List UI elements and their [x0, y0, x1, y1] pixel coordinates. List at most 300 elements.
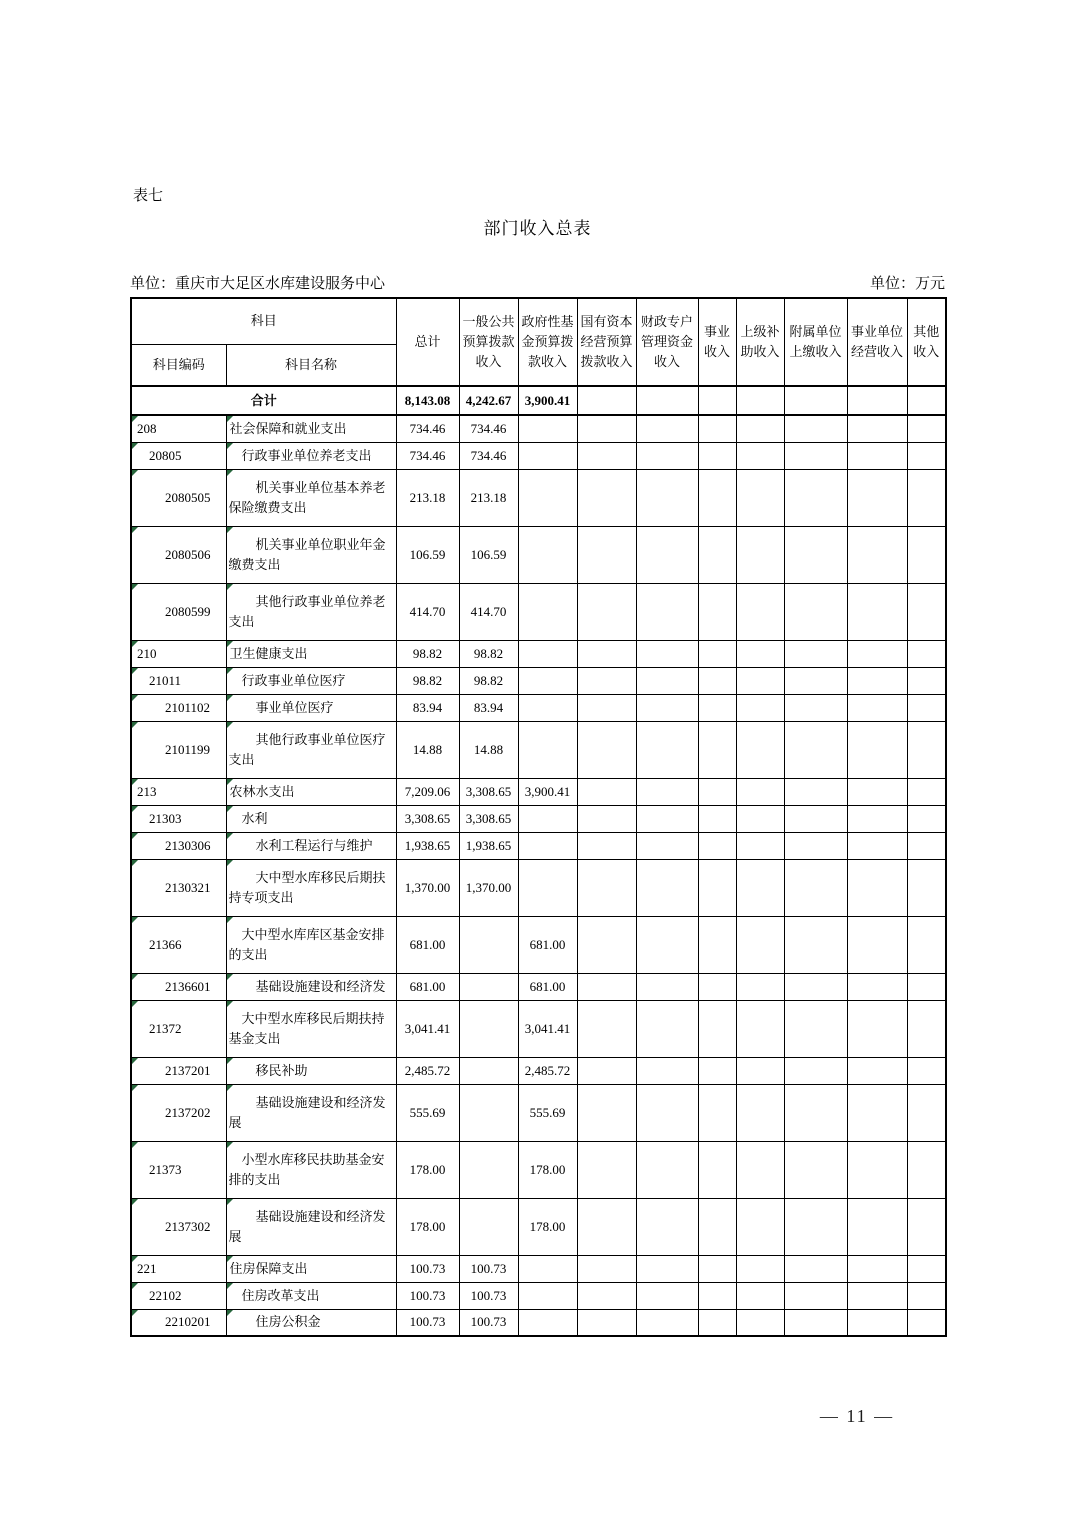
- value-cell-4: [636, 832, 698, 859]
- subject-name-cell: 水利: [226, 805, 396, 832]
- value-cell-8: [847, 1057, 907, 1084]
- value-cell-8: [847, 832, 907, 859]
- value-cell-2: [518, 469, 577, 526]
- table-row: [131, 1084, 946, 1141]
- value-cell-0: 100.73: [396, 1255, 459, 1282]
- value-cell-5: [698, 469, 736, 526]
- value-cell-7: [784, 973, 847, 1000]
- value-cell-0: 555.69: [396, 1084, 459, 1141]
- table-row: [131, 415, 946, 442]
- table-row: [131, 667, 946, 694]
- subject-code-cell: 208: [131, 415, 226, 442]
- subject-name-cell: 水利工程运行与维护: [226, 832, 396, 859]
- value-cell-7: [784, 442, 847, 469]
- table-row: [131, 1198, 946, 1255]
- value-cell-9: [907, 805, 946, 832]
- value-cell-2: [518, 832, 577, 859]
- subject-name-cell: 卫生健康支出: [226, 640, 396, 667]
- value-cell-1: [459, 916, 518, 973]
- value-cell-4: [636, 415, 698, 442]
- value-cell-2: 178.00: [518, 1198, 577, 1255]
- value-cell-3: [577, 916, 636, 973]
- value-cell-1: 83.94: [459, 694, 518, 721]
- value-cell-7: [784, 859, 847, 916]
- value-cell-9: [907, 721, 946, 778]
- value-cell-3: [577, 973, 636, 1000]
- value-cell-5: [698, 583, 736, 640]
- value-cell-0: 100.73: [396, 1309, 459, 1336]
- value-cell-6: [736, 832, 784, 859]
- value-cell-0: 100.73: [396, 1282, 459, 1309]
- subject-code-cell: 21303: [131, 805, 226, 832]
- subject-code-cell: 2130306: [131, 832, 226, 859]
- table-row: [131, 1057, 946, 1084]
- value-cell-7: [784, 469, 847, 526]
- value-cell-0: 83.94: [396, 694, 459, 721]
- value-cell-3: [577, 469, 636, 526]
- value-cell-3: [577, 1141, 636, 1198]
- subject-code-cell: 2137201: [131, 1057, 226, 1084]
- value-cell-7: [784, 526, 847, 583]
- value-cell-1: 3,308.65: [459, 805, 518, 832]
- value-cell-3: [577, 721, 636, 778]
- value-cell-3: [577, 694, 636, 721]
- table-row: [131, 859, 946, 916]
- value-cell-7: [784, 583, 847, 640]
- value-cell-4: [636, 778, 698, 805]
- value-cell-7: [784, 667, 847, 694]
- value-cell-3: [577, 1084, 636, 1141]
- value-cell-9: [907, 973, 946, 1000]
- value-cell-5: [698, 667, 736, 694]
- value-cell-4: [636, 859, 698, 916]
- table-row: [131, 973, 946, 1000]
- subject-name-cell: 社会保障和就业支出: [226, 415, 396, 442]
- page-number: — 11 —: [819, 1406, 895, 1426]
- subject-name-cell: 住房保障支出: [226, 1255, 396, 1282]
- value-cell-1: 100.73: [459, 1255, 518, 1282]
- value-cell-5: [698, 805, 736, 832]
- value-cell-2: [518, 1309, 577, 1336]
- value-cell-3: [577, 859, 636, 916]
- header-col-1: 一般公共预算拨款收入: [459, 298, 518, 386]
- value-cell-9: [907, 832, 946, 859]
- value-cell-0: 213.18: [396, 469, 459, 526]
- subject-code-cell: 2137302: [131, 1198, 226, 1255]
- table-row: [131, 526, 946, 583]
- value-cell-6: [736, 973, 784, 1000]
- value-cell-9: [907, 442, 946, 469]
- subject-code-cell: 20805: [131, 442, 226, 469]
- table-number-label: 表七: [133, 188, 164, 204]
- value-cell-5: [698, 832, 736, 859]
- value-cell-4: [636, 973, 698, 1000]
- table-row: [131, 778, 946, 805]
- value-cell-2: [518, 526, 577, 583]
- value-cell-0: 734.46: [396, 415, 459, 442]
- income-summary-table: [130, 297, 947, 1337]
- value-cell-4: [636, 1057, 698, 1084]
- value-cell-3: [577, 442, 636, 469]
- value-cell-2: [518, 442, 577, 469]
- header-col-6: 上级补助收入: [736, 298, 784, 386]
- table-row: [131, 832, 946, 859]
- value-cell-2: 2,485.72: [518, 1057, 577, 1084]
- value-cell-2: 681.00: [518, 916, 577, 973]
- value-cell-1: 98.82: [459, 640, 518, 667]
- header-subject: 科目: [131, 298, 396, 344]
- value-cell-6: [736, 667, 784, 694]
- total-value-cell-3: [577, 386, 636, 415]
- value-cell-1: 100.73: [459, 1282, 518, 1309]
- value-cell-8: [847, 583, 907, 640]
- subject-name-cell: 大中型水库移民后期扶持专项支出: [226, 859, 396, 916]
- subject-name-cell: 其他行政事业单位养老支出: [226, 583, 396, 640]
- value-cell-9: [907, 916, 946, 973]
- value-cell-5: [698, 694, 736, 721]
- value-cell-1: 734.46: [459, 415, 518, 442]
- value-cell-6: [736, 694, 784, 721]
- value-cell-7: [784, 1084, 847, 1141]
- page-title: 部门收入总表: [483, 219, 592, 238]
- header-col-0: 总计: [396, 298, 459, 386]
- value-cell-6: [736, 805, 784, 832]
- value-cell-5: [698, 1309, 736, 1336]
- subject-name-cell: 小型水库移民扶助基金安排的支出: [226, 1141, 396, 1198]
- subject-code-cell: 21011: [131, 667, 226, 694]
- value-cell-6: [736, 526, 784, 583]
- value-cell-6: [736, 583, 784, 640]
- value-cell-6: [736, 1309, 784, 1336]
- value-cell-3: [577, 415, 636, 442]
- value-cell-1: [459, 1141, 518, 1198]
- value-cell-5: [698, 1141, 736, 1198]
- subject-code-cell: 22102: [131, 1282, 226, 1309]
- value-cell-7: [784, 1141, 847, 1198]
- header-col-3: 国有资本经营预算拨款收入: [577, 298, 636, 386]
- value-cell-4: [636, 1255, 698, 1282]
- subject-code-cell: 21366: [131, 916, 226, 973]
- table-row: [131, 1282, 946, 1309]
- value-cell-3: [577, 805, 636, 832]
- value-cell-1: [459, 1057, 518, 1084]
- header-subject-name: 科目名称: [226, 344, 396, 386]
- value-cell-6: [736, 469, 784, 526]
- value-cell-9: [907, 694, 946, 721]
- value-cell-1: 1,938.65: [459, 832, 518, 859]
- value-cell-7: [784, 721, 847, 778]
- value-cell-0: 98.82: [396, 640, 459, 667]
- total-value-cell-7: [784, 386, 847, 415]
- value-cell-0: 98.82: [396, 667, 459, 694]
- value-cell-7: [784, 778, 847, 805]
- value-cell-8: [847, 805, 907, 832]
- value-cell-3: [577, 1000, 636, 1057]
- value-cell-0: 681.00: [396, 916, 459, 973]
- total-value-cell-9: [907, 386, 946, 415]
- value-cell-1: 100.73: [459, 1309, 518, 1336]
- value-cell-3: [577, 1309, 636, 1336]
- value-cell-1: [459, 973, 518, 1000]
- value-cell-3: [577, 1057, 636, 1084]
- value-cell-7: [784, 694, 847, 721]
- value-cell-9: [907, 667, 946, 694]
- value-cell-8: [847, 694, 907, 721]
- value-cell-5: [698, 1255, 736, 1282]
- subject-code-cell: 213: [131, 778, 226, 805]
- value-cell-9: [907, 778, 946, 805]
- value-cell-8: [847, 1282, 907, 1309]
- total-value-cell-0: 8,143.08: [396, 386, 459, 415]
- value-cell-5: [698, 442, 736, 469]
- table-row: [131, 469, 946, 526]
- value-cell-1: 1,370.00: [459, 859, 518, 916]
- header-col-4: 财政专户管理资金收入: [636, 298, 698, 386]
- subject-code-cell: 2080506: [131, 526, 226, 583]
- table-body: [131, 386, 946, 1336]
- table-row: [131, 442, 946, 469]
- table-row: [131, 721, 946, 778]
- value-cell-8: [847, 916, 907, 973]
- value-cell-7: [784, 1000, 847, 1057]
- table-row: [131, 805, 946, 832]
- value-cell-1: 14.88: [459, 721, 518, 778]
- value-cell-6: [736, 1282, 784, 1309]
- value-cell-3: [577, 778, 636, 805]
- subject-name-cell: 基础设施建设和经济发展: [226, 1198, 396, 1255]
- value-cell-4: [636, 1309, 698, 1336]
- value-cell-1: 106.59: [459, 526, 518, 583]
- value-cell-9: [907, 1198, 946, 1255]
- value-cell-3: [577, 526, 636, 583]
- value-cell-5: [698, 1198, 736, 1255]
- value-cell-0: 106.59: [396, 526, 459, 583]
- subject-name-cell: 大中型水库移民后期扶持基金支出: [226, 1000, 396, 1057]
- value-cell-2: 3,041.41: [518, 1000, 577, 1057]
- value-cell-8: [847, 526, 907, 583]
- subject-code-cell: 2080505: [131, 469, 226, 526]
- subject-code-cell: 2136601: [131, 973, 226, 1000]
- value-cell-2: 681.00: [518, 973, 577, 1000]
- value-cell-2: [518, 805, 577, 832]
- subject-name-cell: 机关事业单位职业年金缴费支出: [226, 526, 396, 583]
- value-cell-6: [736, 442, 784, 469]
- value-cell-1: 414.70: [459, 583, 518, 640]
- value-cell-9: [907, 1282, 946, 1309]
- value-cell-5: [698, 1057, 736, 1084]
- value-cell-8: [847, 1084, 907, 1141]
- value-cell-5: [698, 859, 736, 916]
- value-cell-5: [698, 640, 736, 667]
- value-cell-9: [907, 1141, 946, 1198]
- value-cell-8: [847, 721, 907, 778]
- value-cell-1: 734.46: [459, 442, 518, 469]
- subject-name-cell: 农林水支出: [226, 778, 396, 805]
- value-cell-8: [847, 1000, 907, 1057]
- value-cell-0: 2,485.72: [396, 1057, 459, 1084]
- value-cell-4: [636, 694, 698, 721]
- subject-name-cell: 住房公积金: [226, 1309, 396, 1336]
- value-cell-2: [518, 583, 577, 640]
- value-cell-2: [518, 694, 577, 721]
- subject-code-cell: 221: [131, 1255, 226, 1282]
- value-cell-2: [518, 721, 577, 778]
- value-cell-0: 681.00: [396, 973, 459, 1000]
- subject-code-cell: 2130321: [131, 859, 226, 916]
- value-cell-0: 178.00: [396, 1141, 459, 1198]
- value-cell-4: [636, 442, 698, 469]
- table-row: [131, 1255, 946, 1282]
- value-cell-8: [847, 778, 907, 805]
- subject-code-cell: 210: [131, 640, 226, 667]
- value-cell-7: [784, 805, 847, 832]
- value-cell-9: [907, 1000, 946, 1057]
- value-cell-4: [636, 667, 698, 694]
- value-cell-7: [784, 1057, 847, 1084]
- value-cell-3: [577, 1282, 636, 1309]
- value-cell-2: [518, 1255, 577, 1282]
- total-value-cell-8: [847, 386, 907, 415]
- value-cell-2: 178.00: [518, 1141, 577, 1198]
- subject-code-cell: 2137202: [131, 1084, 226, 1141]
- value-cell-2: [518, 415, 577, 442]
- value-cell-2: [518, 640, 577, 667]
- value-cell-0: 734.46: [396, 442, 459, 469]
- value-cell-8: [847, 1198, 907, 1255]
- value-cell-3: [577, 583, 636, 640]
- subject-code-cell: 2080599: [131, 583, 226, 640]
- subject-code-cell: 2101102: [131, 694, 226, 721]
- value-cell-9: [907, 583, 946, 640]
- value-cell-9: [907, 415, 946, 442]
- header-col-5: 事业收入: [698, 298, 736, 386]
- value-cell-4: [636, 1000, 698, 1057]
- unit-name-label: 单位：重庆市大足区水库建设服务中心: [130, 276, 386, 292]
- subject-code-cell: 21373: [131, 1141, 226, 1198]
- value-cell-3: [577, 640, 636, 667]
- subject-name-cell: 机关事业单位基本养老保险缴费支出: [226, 469, 396, 526]
- value-cell-6: [736, 859, 784, 916]
- subject-name-cell: 基础设施建设和经济发: [226, 973, 396, 1000]
- subject-name-cell: 事业单位医疗: [226, 694, 396, 721]
- value-cell-0: 1,938.65: [396, 832, 459, 859]
- value-cell-6: [736, 1000, 784, 1057]
- value-cell-6: [736, 1255, 784, 1282]
- value-cell-4: [636, 640, 698, 667]
- value-cell-7: [784, 640, 847, 667]
- value-cell-2: [518, 667, 577, 694]
- value-cell-7: [784, 1282, 847, 1309]
- table-header: [131, 298, 946, 386]
- value-cell-5: [698, 1084, 736, 1141]
- value-cell-5: [698, 916, 736, 973]
- value-cell-2: [518, 859, 577, 916]
- total-value-cell-2: 3,900.41: [518, 386, 577, 415]
- value-cell-0: 3,308.65: [396, 805, 459, 832]
- value-cell-9: [907, 526, 946, 583]
- value-cell-9: [907, 469, 946, 526]
- value-cell-6: [736, 1084, 784, 1141]
- header-col-7: 附属单位上缴收入: [784, 298, 847, 386]
- table-row: [131, 916, 946, 973]
- value-cell-4: [636, 805, 698, 832]
- value-cell-5: [698, 526, 736, 583]
- value-cell-7: [784, 832, 847, 859]
- unit-currency-label: 单位：万元: [869, 276, 945, 292]
- value-cell-9: [907, 640, 946, 667]
- value-cell-8: [847, 1141, 907, 1198]
- value-cell-6: [736, 916, 784, 973]
- value-cell-6: [736, 640, 784, 667]
- value-cell-5: [698, 415, 736, 442]
- subject-name-cell: 住房改革支出: [226, 1282, 396, 1309]
- value-cell-4: [636, 916, 698, 973]
- value-cell-6: [736, 1057, 784, 1084]
- subject-name-cell: 大中型水库库区基金安排的支出: [226, 916, 396, 973]
- table-row: [131, 583, 946, 640]
- value-cell-8: [847, 1309, 907, 1336]
- value-cell-4: [636, 1141, 698, 1198]
- value-cell-6: [736, 415, 784, 442]
- value-cell-4: [636, 721, 698, 778]
- header-subject-code: 科目编码: [131, 344, 226, 386]
- value-cell-7: [784, 1198, 847, 1255]
- total-value-cell-1: 4,242.67: [459, 386, 518, 415]
- value-cell-4: [636, 1282, 698, 1309]
- subject-code-cell: 21372: [131, 1000, 226, 1057]
- value-cell-0: 3,041.41: [396, 1000, 459, 1057]
- value-cell-8: [847, 859, 907, 916]
- total-value-cell-6: [736, 386, 784, 415]
- table-row: [131, 1309, 946, 1336]
- value-cell-3: [577, 832, 636, 859]
- value-cell-5: [698, 1282, 736, 1309]
- value-cell-1: 213.18: [459, 469, 518, 526]
- value-cell-7: [784, 1255, 847, 1282]
- value-cell-7: [784, 1309, 847, 1336]
- value-cell-3: [577, 667, 636, 694]
- subject-name-cell: 基础设施建设和经济发展: [226, 1084, 396, 1141]
- value-cell-1: [459, 1000, 518, 1057]
- value-cell-3: [577, 1255, 636, 1282]
- value-cell-4: [636, 1084, 698, 1141]
- value-cell-1: 3,308.65: [459, 778, 518, 805]
- value-cell-9: [907, 1084, 946, 1141]
- value-cell-2: 3,900.41: [518, 778, 577, 805]
- value-cell-1: [459, 1198, 518, 1255]
- value-cell-8: [847, 640, 907, 667]
- value-cell-5: [698, 721, 736, 778]
- value-cell-7: [784, 916, 847, 973]
- value-cell-2: 555.69: [518, 1084, 577, 1141]
- value-cell-4: [636, 526, 698, 583]
- value-cell-6: [736, 721, 784, 778]
- value-cell-9: [907, 1255, 946, 1282]
- total-value-cell-4: [636, 386, 698, 415]
- value-cell-9: [907, 1057, 946, 1084]
- value-cell-4: [636, 583, 698, 640]
- value-cell-9: [907, 859, 946, 916]
- subject-name-cell: 行政事业单位养老支出: [226, 442, 396, 469]
- value-cell-8: [847, 415, 907, 442]
- subject-name-cell: 移民补助: [226, 1057, 396, 1084]
- header-col-9: 其他收入: [907, 298, 946, 386]
- value-cell-4: [636, 469, 698, 526]
- header-row-top: [131, 298, 946, 344]
- value-cell-8: [847, 469, 907, 526]
- unit-row: [130, 272, 945, 293]
- value-cell-2: [518, 1282, 577, 1309]
